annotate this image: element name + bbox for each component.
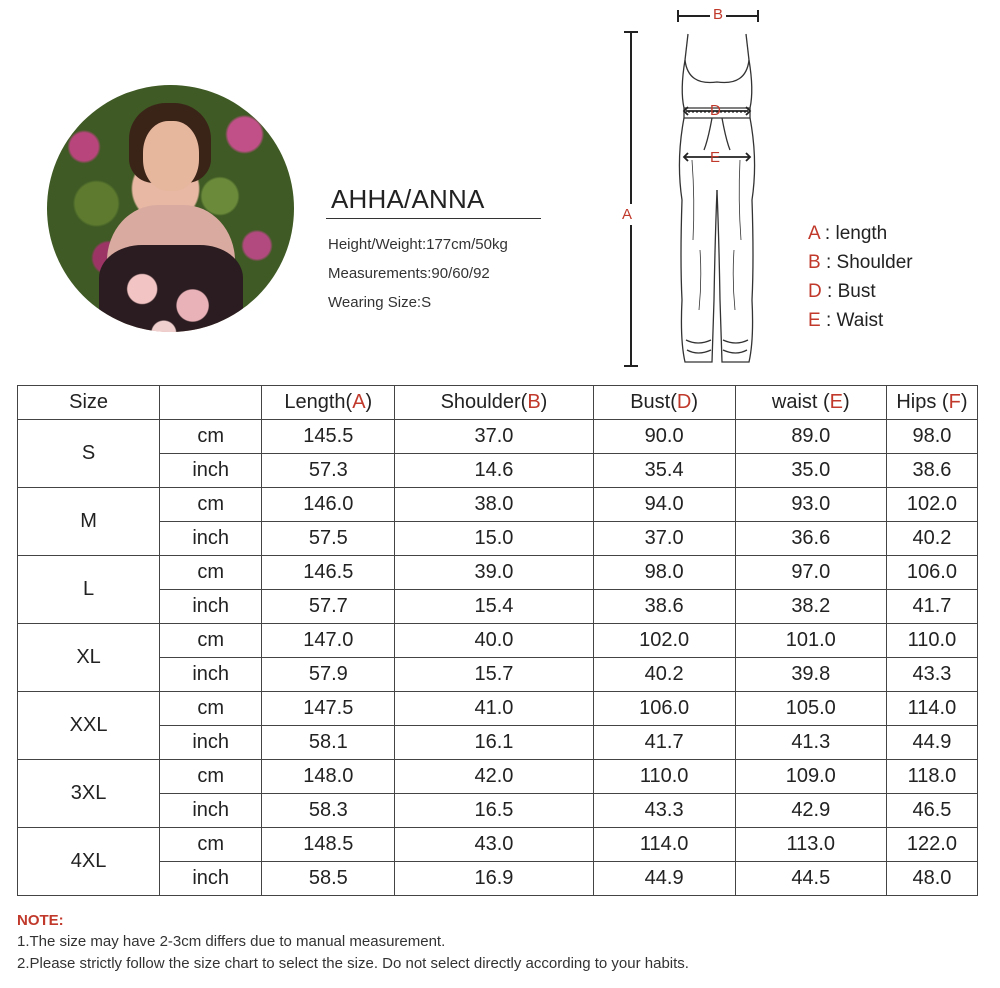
value-cell: 57.7 bbox=[262, 590, 395, 624]
value-cell: 147.5 bbox=[262, 692, 395, 726]
header-shoulder: Shoulder(B) bbox=[395, 386, 593, 420]
value-cell: 113.0 bbox=[735, 828, 886, 862]
unit-cell: cm bbox=[160, 760, 262, 794]
table-row bbox=[18, 522, 978, 556]
value-cell: 16.5 bbox=[395, 794, 593, 828]
value-cell: 44.5 bbox=[735, 862, 886, 896]
unit-cell: inch bbox=[160, 658, 262, 692]
value-cell: 39.8 bbox=[735, 658, 886, 692]
table-row bbox=[18, 590, 978, 624]
marker-b: B bbox=[710, 6, 726, 23]
measurement-legend bbox=[808, 219, 913, 335]
header-length: Length(A) bbox=[262, 386, 395, 420]
table-row bbox=[18, 794, 978, 828]
table-row bbox=[18, 658, 978, 692]
value-cell: 102.0 bbox=[593, 624, 735, 658]
legend-label: Waist bbox=[836, 310, 884, 331]
value-cell: 39.0 bbox=[395, 556, 593, 590]
model-dress bbox=[99, 245, 243, 332]
marker-a: A bbox=[622, 206, 633, 223]
header-unit bbox=[160, 386, 262, 420]
value-cell: 41.7 bbox=[593, 726, 735, 760]
table-row bbox=[18, 828, 978, 862]
value-cell: 43.3 bbox=[886, 658, 977, 692]
unit-cell: cm bbox=[160, 420, 262, 454]
value-cell: 57.9 bbox=[262, 658, 395, 692]
unit-cell: cm bbox=[160, 828, 262, 862]
unit-cell: cm bbox=[160, 556, 262, 590]
legend-item-shoulder bbox=[808, 248, 913, 277]
value-cell: 118.0 bbox=[886, 760, 977, 794]
marker-d: D bbox=[710, 102, 721, 119]
value-cell: 58.3 bbox=[262, 794, 395, 828]
legend-item-bust bbox=[808, 277, 913, 306]
unit-cell: inch bbox=[160, 454, 262, 488]
unit-cell: cm bbox=[160, 624, 262, 658]
value-cell: 16.9 bbox=[395, 862, 593, 896]
legend-letter: D bbox=[808, 281, 822, 302]
value-cell: 57.3 bbox=[262, 454, 395, 488]
jumpsuit-outline bbox=[600, 0, 790, 380]
value-cell: 46.5 bbox=[886, 794, 977, 828]
value-cell: 15.7 bbox=[395, 658, 593, 692]
value-cell: 146.0 bbox=[262, 488, 395, 522]
legend-separator: : bbox=[820, 310, 837, 331]
value-cell: 38.6 bbox=[886, 454, 977, 488]
model-name: AHHA/ANNA bbox=[331, 184, 485, 214]
value-cell: 148.0 bbox=[262, 760, 395, 794]
legend-label: Shoulder bbox=[836, 252, 913, 273]
table-row bbox=[18, 760, 978, 794]
unit-cell: inch bbox=[160, 590, 262, 624]
value-cell: 48.0 bbox=[886, 862, 977, 896]
value-cell: 38.6 bbox=[593, 590, 735, 624]
value-cell: 90.0 bbox=[593, 420, 735, 454]
value-cell: 37.0 bbox=[395, 420, 593, 454]
value-cell: 58.5 bbox=[262, 862, 395, 896]
size-cell: S bbox=[18, 420, 160, 488]
value-cell: 148.5 bbox=[262, 828, 395, 862]
garment-diagram bbox=[600, 0, 790, 380]
value-cell: 58.1 bbox=[262, 726, 395, 760]
model-wearing-size: Wearing Size:S bbox=[328, 294, 432, 311]
legend-label: length bbox=[835, 223, 888, 244]
unit-cell: inch bbox=[160, 794, 262, 828]
value-cell: 40.2 bbox=[593, 658, 735, 692]
value-cell: 40.2 bbox=[886, 522, 977, 556]
size-cell: XL bbox=[18, 624, 160, 692]
table-body bbox=[18, 420, 978, 896]
model-measurements: Measurements:90/60/92 bbox=[328, 265, 490, 282]
table-row bbox=[18, 420, 978, 454]
value-cell: 101.0 bbox=[735, 624, 886, 658]
value-cell: 41.7 bbox=[886, 590, 977, 624]
header-hips: Hips (F) bbox=[886, 386, 977, 420]
size-cell: M bbox=[18, 488, 160, 556]
value-cell: 38.0 bbox=[395, 488, 593, 522]
size-cell: L bbox=[18, 556, 160, 624]
model-height-weight: Height/Weight:177cm/50kg bbox=[328, 236, 508, 253]
value-cell: 146.5 bbox=[262, 556, 395, 590]
size-cell: 4XL bbox=[18, 828, 160, 896]
value-cell: 40.0 bbox=[395, 624, 593, 658]
value-cell: 35.4 bbox=[593, 454, 735, 488]
value-cell: 15.0 bbox=[395, 522, 593, 556]
header-bust: Bust(D) bbox=[593, 386, 735, 420]
value-cell: 37.0 bbox=[593, 522, 735, 556]
note-line-1: 1.The size may have 2-3cm differs due to manual measurement. bbox=[17, 933, 446, 950]
legend-separator: : bbox=[821, 281, 838, 302]
size-cell: 3XL bbox=[18, 760, 160, 828]
table-row bbox=[18, 862, 978, 896]
unit-cell: cm bbox=[160, 692, 262, 726]
note-line-2: 2.Please strictly follow the size chart to select the size. Do not select directly according to your habits. bbox=[17, 955, 689, 972]
value-cell: 89.0 bbox=[735, 420, 886, 454]
value-cell: 98.0 bbox=[593, 556, 735, 590]
value-cell: 43.3 bbox=[593, 794, 735, 828]
legend-letter: E bbox=[808, 310, 821, 331]
value-cell: 98.0 bbox=[886, 420, 977, 454]
table-row bbox=[18, 726, 978, 760]
header-waist: waist (E) bbox=[735, 386, 886, 420]
value-cell: 36.6 bbox=[735, 522, 886, 556]
value-cell: 41.0 bbox=[395, 692, 593, 726]
legend-letter: A bbox=[808, 223, 820, 244]
table-header-row bbox=[18, 386, 978, 420]
size-cell: XXL bbox=[18, 692, 160, 760]
value-cell: 93.0 bbox=[735, 488, 886, 522]
table-row bbox=[18, 692, 978, 726]
model-face bbox=[143, 121, 199, 191]
table-row bbox=[18, 488, 978, 522]
value-cell: 110.0 bbox=[886, 624, 977, 658]
value-cell: 35.0 bbox=[735, 454, 886, 488]
value-cell: 41.3 bbox=[735, 726, 886, 760]
header-size: Size bbox=[18, 386, 160, 420]
value-cell: 122.0 bbox=[886, 828, 977, 862]
value-cell: 102.0 bbox=[886, 488, 977, 522]
value-cell: 16.1 bbox=[395, 726, 593, 760]
value-cell: 44.9 bbox=[593, 862, 735, 896]
value-cell: 14.6 bbox=[395, 454, 593, 488]
legend-item-waist bbox=[808, 306, 913, 335]
table-row bbox=[18, 624, 978, 658]
legend-letter: B bbox=[808, 252, 821, 273]
value-cell: 147.0 bbox=[262, 624, 395, 658]
value-cell: 106.0 bbox=[593, 692, 735, 726]
value-cell: 110.0 bbox=[593, 760, 735, 794]
value-cell: 145.5 bbox=[262, 420, 395, 454]
value-cell: 114.0 bbox=[886, 692, 977, 726]
marker-e: E bbox=[710, 149, 721, 166]
value-cell: 43.0 bbox=[395, 828, 593, 862]
value-cell: 94.0 bbox=[593, 488, 735, 522]
unit-cell: inch bbox=[160, 522, 262, 556]
model-photo bbox=[47, 85, 294, 332]
value-cell: 106.0 bbox=[886, 556, 977, 590]
table-row bbox=[18, 454, 978, 488]
value-cell: 44.9 bbox=[886, 726, 977, 760]
value-cell: 105.0 bbox=[735, 692, 886, 726]
value-cell: 15.4 bbox=[395, 590, 593, 624]
unit-cell: inch bbox=[160, 862, 262, 896]
unit-cell: cm bbox=[160, 488, 262, 522]
value-cell: 38.2 bbox=[735, 590, 886, 624]
value-cell: 42.0 bbox=[395, 760, 593, 794]
note-title: NOTE: bbox=[17, 912, 64, 929]
value-cell: 57.5 bbox=[262, 522, 395, 556]
legend-label: Bust bbox=[837, 281, 876, 302]
value-cell: 109.0 bbox=[735, 760, 886, 794]
size-chart-table bbox=[17, 385, 978, 896]
value-cell: 97.0 bbox=[735, 556, 886, 590]
legend-item-length bbox=[808, 219, 913, 248]
unit-cell: inch bbox=[160, 726, 262, 760]
table-row bbox=[18, 556, 978, 590]
value-cell: 114.0 bbox=[593, 828, 735, 862]
legend-separator: : bbox=[819, 223, 836, 244]
model-name-underline bbox=[326, 218, 541, 219]
legend-separator: : bbox=[820, 252, 837, 273]
value-cell: 42.9 bbox=[735, 794, 886, 828]
